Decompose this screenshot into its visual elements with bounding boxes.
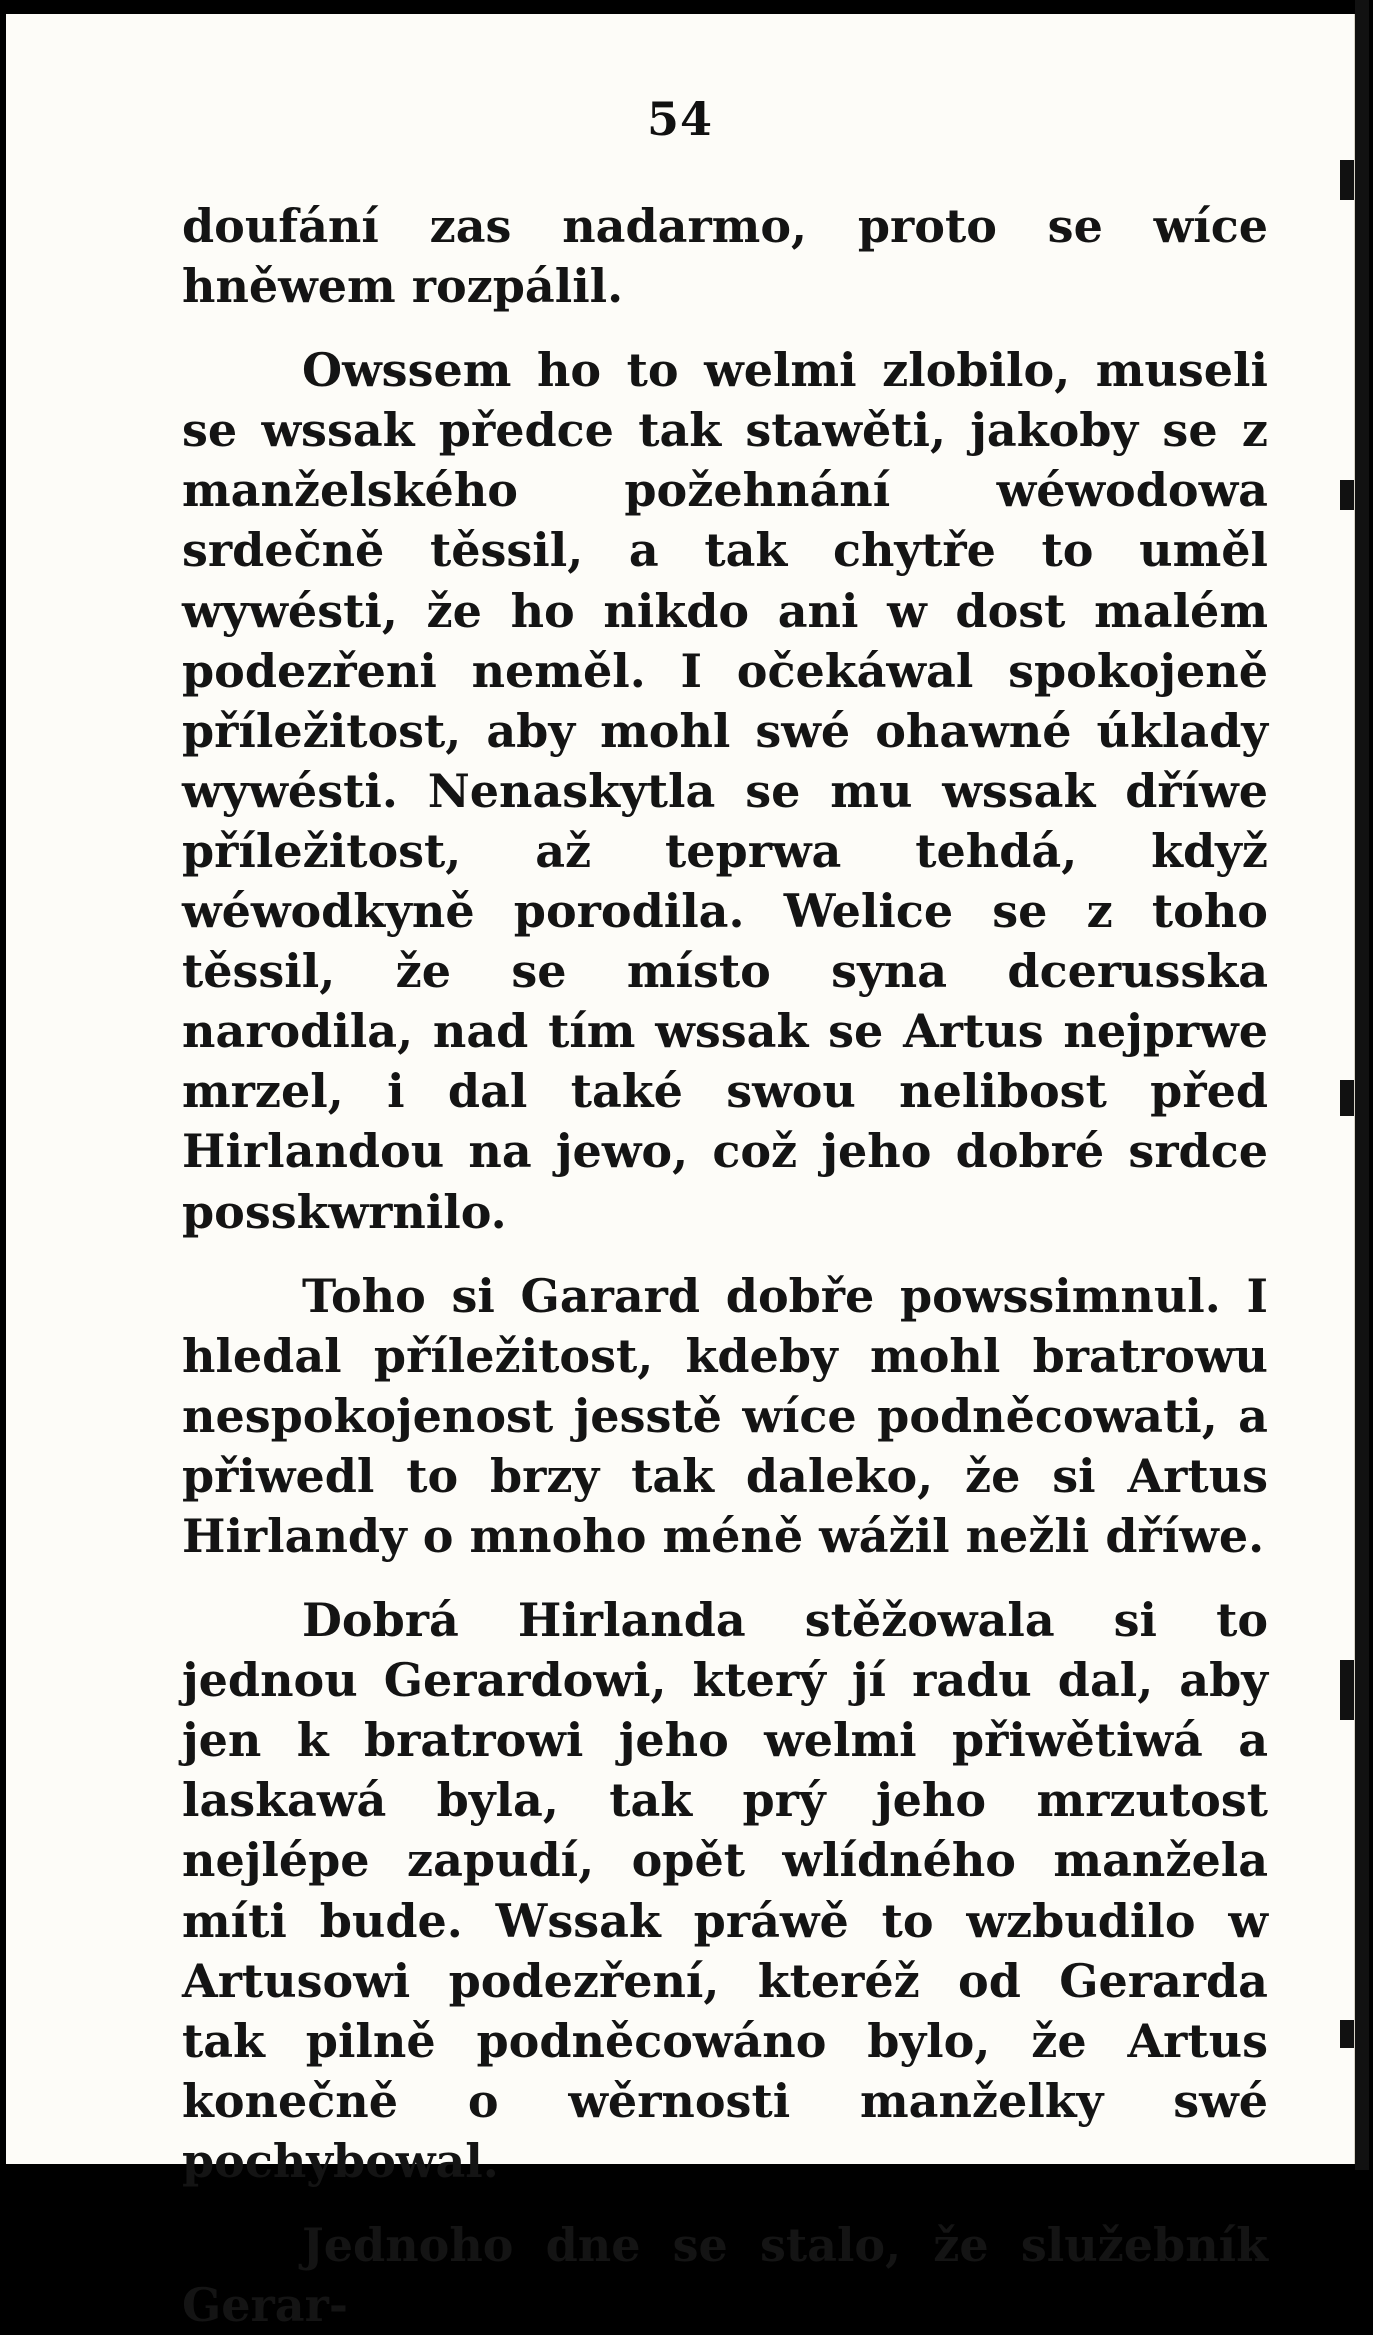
paragraph-5: Jednoho dne se stalo, že služebník Gerar- (182, 2218, 1268, 2333)
paragraph-4: Dobrá Hirlanda stěžowala si to jednou Gerardowi, který jí radu dal, aby jen k bratrowi jeho welmi přiwětiwá a laskawá byla, tak prý jeho mrzutost nejlépe zapudí, opět wlídného manžela míti bude. Wssak práwě to wzbudilo w Artusowi podezření, kteréž od Gerarda tak pilně podněcowáno bylo, že Artus konečně o wěrnosti manželky swé pochybowal. (182, 1593, 1268, 2188)
page-text (182, 196, 1268, 2335)
book-page (6, 14, 1356, 2333)
page-number: 54 (646, 92, 713, 146)
paragraph-1: doufání zas nadarmo, proto se wíce hněwem rozpálil. (182, 199, 1268, 314)
binding-marks (1340, 40, 1358, 2140)
paragraph-3: Toho si Garard dobře powssimnul. I hledal příležitost, kdeby mohl bratrowu nespokojenost jesstě wíce podněcowati, a přiwedl to brzy tak daleko, že si Artus Hirlandy o mnoho méně wážil nežli dříwe. (182, 1268, 1268, 1563)
paragraph-2: Owssem ho to welmi zlobilo, museli se wssak předce tak stawěti, jakoby se z manželského požehnání wéwodowa srdečně těssil, a tak chytře to uměl wywésti, že ho nikdo ani w dost malém podezřeni neměl. I očekáwal spokojeně příležitost, aby mohl swé ohawné úklady wywésti. Nenaskytla se mu wssak dříwe příležitost, až teprwa tehdá, když wéwodkyně porodila. Welice se z toho těssil, že se místo syna dcerusska narodila, nad tím wssak se Artus nejprwe mrzel, i dal také swou nelibost před Hirlandou na jewo, což jeho dobré srdce posskwrnilo. (182, 343, 1268, 1239)
